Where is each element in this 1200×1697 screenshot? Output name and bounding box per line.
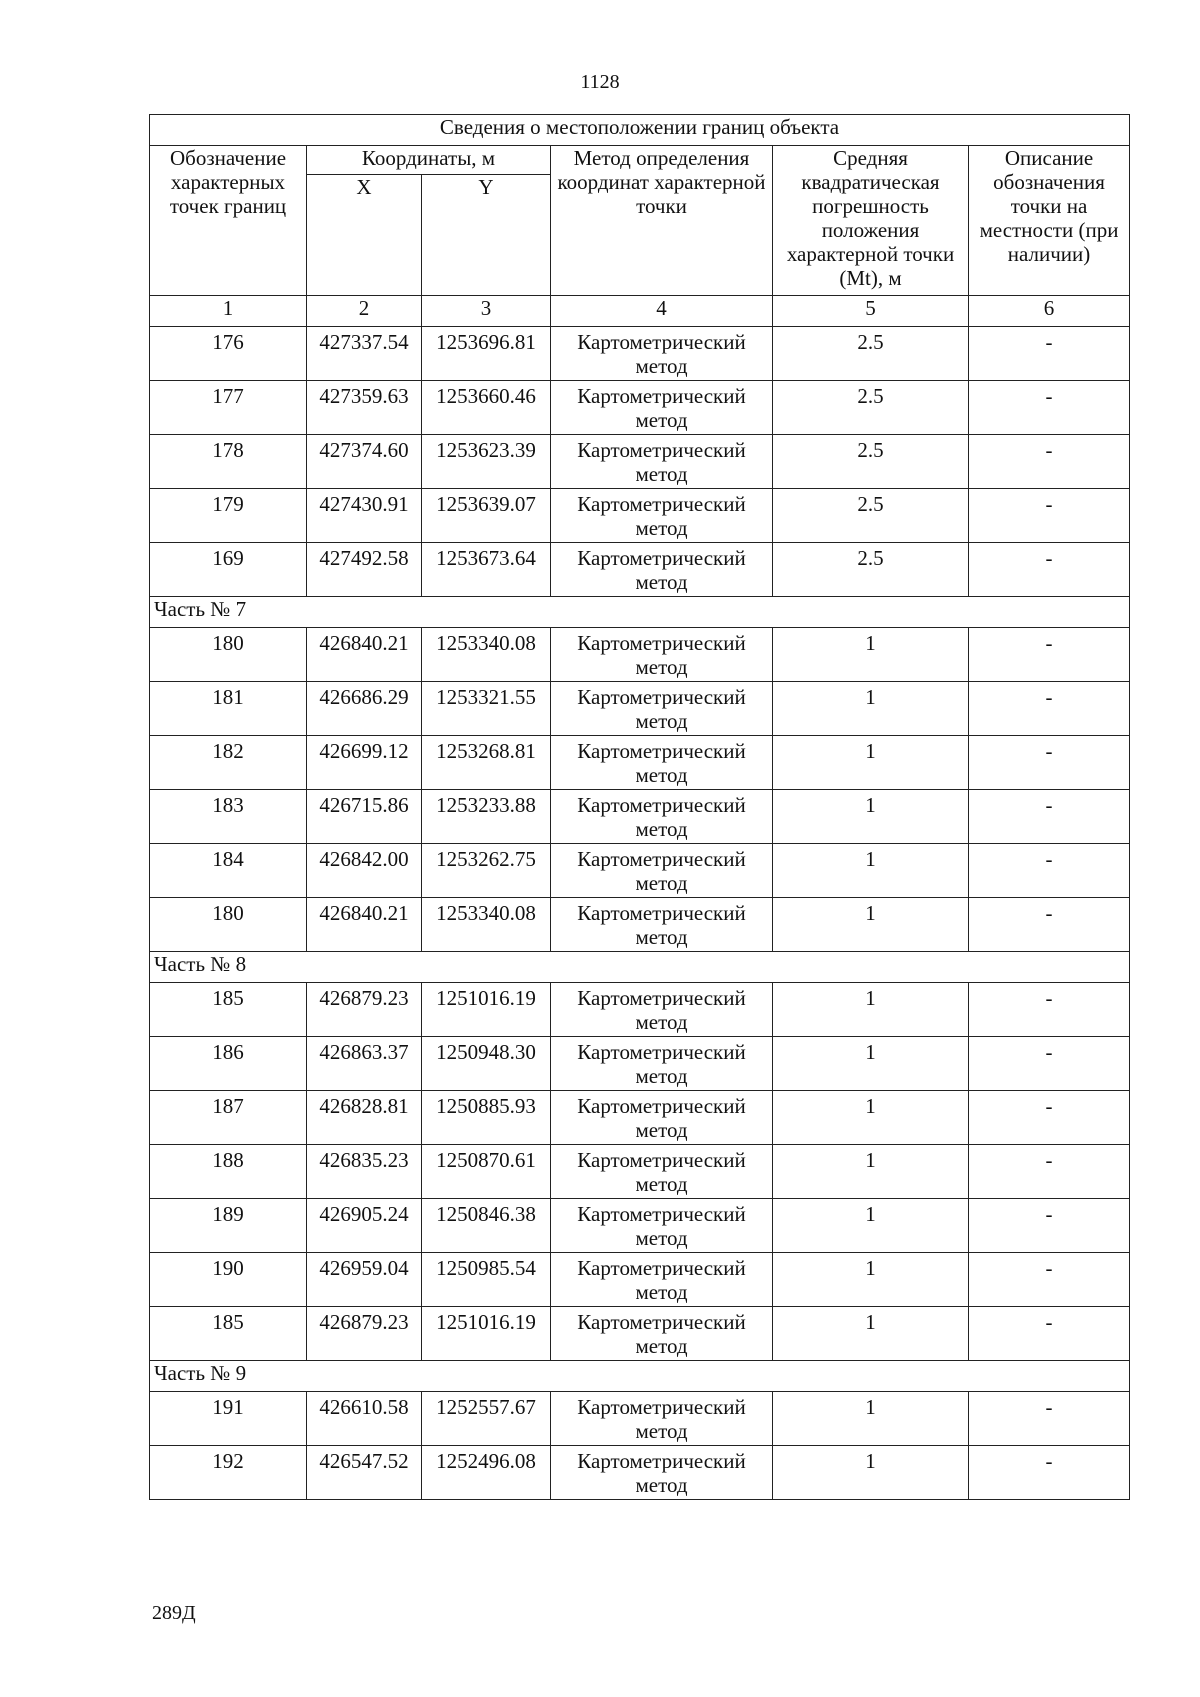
point-number-cell: 191 [150,1392,307,1446]
x-coordinate-cell: 426959.04 [307,1253,422,1307]
method-cell: Картометрический метод [551,1446,773,1500]
table-row [150,1091,1130,1145]
y-coordinate-cell: 1250846.38 [422,1199,551,1253]
description-cell: - [969,844,1130,898]
method-cell: Картометрический метод [551,983,773,1037]
section-label: Часть № 7 [150,597,1130,628]
x-coordinate-cell: 426840.21 [307,628,422,682]
description-cell: - [969,682,1130,736]
description-cell: - [969,628,1130,682]
header-y: Y [422,175,551,296]
y-coordinate-cell: 1253233.88 [422,790,551,844]
mean-square-error-cell: 1 [773,1307,969,1361]
method-cell: Картометрический метод [551,327,773,381]
y-coordinate-cell: 1253623.39 [422,435,551,489]
mean-square-error-cell: 1 [773,736,969,790]
table-row [150,736,1130,790]
table-row [150,898,1130,952]
table-row [150,983,1130,1037]
section-row [150,597,1130,628]
y-coordinate-cell: 1253268.81 [422,736,551,790]
y-coordinate-cell: 1253660.46 [422,381,551,435]
mean-square-error-cell: 1 [773,1037,969,1091]
table-row [150,1446,1130,1500]
table-row [150,790,1130,844]
y-coordinate-cell: 1252557.67 [422,1392,551,1446]
section-row [150,1361,1130,1392]
footer-code: 289Д [152,1602,196,1624]
description-cell: - [969,736,1130,790]
description-cell: - [969,1037,1130,1091]
table-row [150,1253,1130,1307]
point-number-cell: 180 [150,898,307,952]
x-coordinate-cell: 426842.00 [307,844,422,898]
column-number-row [150,296,1130,327]
table-row [150,1199,1130,1253]
method-cell: Картометрический метод [551,898,773,952]
x-coordinate-cell: 426863.37 [307,1037,422,1091]
method-cell: Картометрический метод [551,682,773,736]
description-cell: - [969,1145,1130,1199]
method-cell: Картометрический метод [551,1091,773,1145]
mean-square-error-cell: 2.5 [773,543,969,597]
column-number: 2 [307,296,422,327]
x-coordinate-cell: 426879.23 [307,983,422,1037]
y-coordinate-cell: 1253340.08 [422,628,551,682]
y-coordinate-cell: 1253673.64 [422,543,551,597]
mean-square-error-cell: 2.5 [773,435,969,489]
method-cell: Картометрический метод [551,1145,773,1199]
mean-square-error-cell: 1 [773,1145,969,1199]
table-row [150,1037,1130,1091]
description-cell: - [969,327,1130,381]
point-number-cell: 181 [150,682,307,736]
mean-square-error-cell: 1 [773,1199,969,1253]
description-cell: - [969,435,1130,489]
point-number-cell: 183 [150,790,307,844]
mean-square-error-cell: 1 [773,983,969,1037]
x-coordinate-cell: 426840.21 [307,898,422,952]
description-cell: - [969,1307,1130,1361]
point-number-cell: 176 [150,327,307,381]
y-coordinate-cell: 1253262.75 [422,844,551,898]
method-cell: Картометрический метод [551,381,773,435]
x-coordinate-cell: 426835.23 [307,1145,422,1199]
column-number: 4 [551,296,773,327]
description-cell: - [969,1091,1130,1145]
method-cell: Картометрический метод [551,1253,773,1307]
point-number-cell: 189 [150,1199,307,1253]
description-cell: - [969,489,1130,543]
column-number: 3 [422,296,551,327]
mean-square-error-cell: 2.5 [773,327,969,381]
x-coordinate-cell: 427359.63 [307,381,422,435]
mean-square-error-cell: 1 [773,844,969,898]
description-cell: - [969,1199,1130,1253]
method-cell: Картометрический метод [551,489,773,543]
page-number: 1128 [580,71,620,93]
x-coordinate-cell: 427337.54 [307,327,422,381]
y-coordinate-cell: 1250885.93 [422,1091,551,1145]
y-coordinate-cell: 1253696.81 [422,327,551,381]
table-row [150,327,1130,381]
point-number-cell: 180 [150,628,307,682]
mean-square-error-cell: 1 [773,1446,969,1500]
method-cell: Картометрический метод [551,736,773,790]
method-cell: Картометрический метод [551,844,773,898]
method-cell: Картометрический метод [551,628,773,682]
description-cell: - [969,983,1130,1037]
x-coordinate-cell: 426699.12 [307,736,422,790]
header-point-description: Описание обозначения точки на местности (при наличии) [969,146,1130,296]
y-coordinate-cell: 1250985.54 [422,1253,551,1307]
section-row [150,952,1130,983]
mean-square-error-cell: 1 [773,1253,969,1307]
table-row [150,435,1130,489]
x-coordinate-cell: 426828.81 [307,1091,422,1145]
header-mean-square-error: Средняя квадратическая погрешность положения характерной точки (Mt), м [773,146,969,296]
table-title: Сведения о местоположении границ объекта [150,115,1130,146]
x-coordinate-cell: 426905.24 [307,1199,422,1253]
point-number-cell: 190 [150,1253,307,1307]
y-coordinate-cell: 1250948.30 [422,1037,551,1091]
y-coordinate-cell: 1253340.08 [422,898,551,952]
description-cell: - [969,790,1130,844]
x-coordinate-cell: 427492.58 [307,543,422,597]
description-cell: - [969,1392,1130,1446]
x-coordinate-cell: 426610.58 [307,1392,422,1446]
section-label: Часть № 8 [150,952,1130,983]
y-coordinate-cell: 1253639.07 [422,489,551,543]
y-coordinate-cell: 1250870.61 [422,1145,551,1199]
table-row [150,1307,1130,1361]
point-number-cell: 192 [150,1446,307,1500]
table-row [150,1392,1130,1446]
table-row [150,489,1130,543]
point-number-cell: 184 [150,844,307,898]
table-row [150,1145,1130,1199]
method-cell: Картометрический метод [551,1199,773,1253]
table-body [150,327,1130,1500]
method-cell: Картометрический метод [551,1307,773,1361]
y-coordinate-cell: 1251016.19 [422,983,551,1037]
point-number-cell: 187 [150,1091,307,1145]
y-coordinate-cell: 1253321.55 [422,682,551,736]
x-coordinate-cell: 427430.91 [307,489,422,543]
description-cell: - [969,381,1130,435]
mean-square-error-cell: 1 [773,898,969,952]
header-x: X [307,175,422,296]
point-number-cell: 179 [150,489,307,543]
y-coordinate-cell: 1252496.08 [422,1446,551,1500]
x-coordinate-cell: 426686.29 [307,682,422,736]
description-cell: - [969,543,1130,597]
point-number-cell: 182 [150,736,307,790]
section-label: Часть № 9 [150,1361,1130,1392]
method-cell: Картометрический метод [551,1392,773,1446]
boundary-coordinates-table [149,114,1130,1500]
header-coordinates: Координаты, м [307,146,551,175]
column-number: 1 [150,296,307,327]
x-coordinate-cell: 426715.86 [307,790,422,844]
header-method: Метод определения координат характерной точки [551,146,773,296]
mean-square-error-cell: 1 [773,682,969,736]
point-number-cell: 186 [150,1037,307,1091]
point-number-cell: 185 [150,1307,307,1361]
table-row [150,543,1130,597]
y-coordinate-cell: 1251016.19 [422,1307,551,1361]
method-cell: Картометрический метод [551,1037,773,1091]
x-coordinate-cell: 426879.23 [307,1307,422,1361]
description-cell: - [969,1446,1130,1500]
table-row [150,381,1130,435]
point-number-cell: 185 [150,983,307,1037]
mean-square-error-cell: 1 [773,1392,969,1446]
mean-square-error-cell: 1 [773,790,969,844]
header-point-designation: Обозначение характерных точек границ [150,146,307,296]
mean-square-error-cell: 2.5 [773,381,969,435]
point-number-cell: 188 [150,1145,307,1199]
mean-square-error-cell: 1 [773,628,969,682]
x-coordinate-cell: 427374.60 [307,435,422,489]
description-cell: - [969,898,1130,952]
x-coordinate-cell: 426547.52 [307,1446,422,1500]
mean-square-error-cell: 1 [773,1091,969,1145]
point-number-cell: 169 [150,543,307,597]
method-cell: Картометрический метод [551,790,773,844]
description-cell: - [969,1253,1130,1307]
column-number: 6 [969,296,1130,327]
method-cell: Картометрический метод [551,435,773,489]
table-row [150,844,1130,898]
point-number-cell: 178 [150,435,307,489]
method-cell: Картометрический метод [551,543,773,597]
table-row [150,682,1130,736]
table-row [150,628,1130,682]
mean-square-error-cell: 2.5 [773,489,969,543]
column-number: 5 [773,296,969,327]
point-number-cell: 177 [150,381,307,435]
